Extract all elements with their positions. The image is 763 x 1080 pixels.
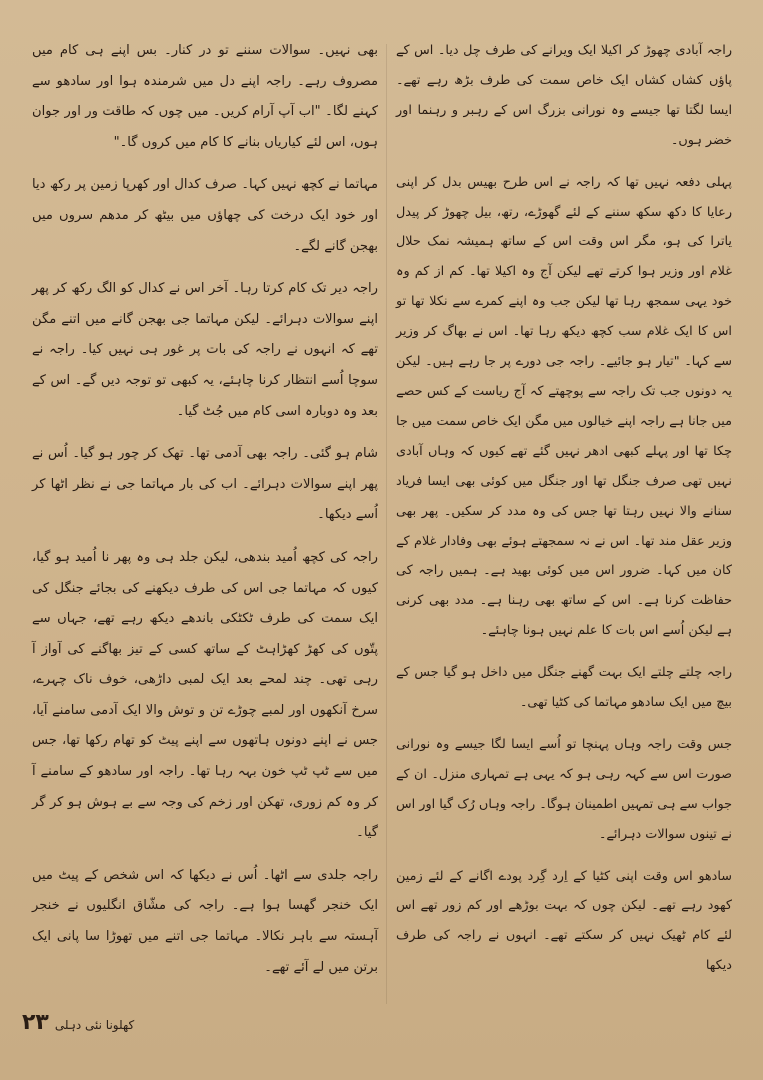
- paragraph: مہاتما نے کچھ نہیں کہا۔ صرف کدال اور کھرپا زمین پر رکھ دیا اور خود ایک درخت کی چھاؤں میں بیٹھ کر مدھم سروں میں بھجن گانے لگے۔: [32, 177, 378, 254]
- paragraph: بھی نہیں۔ سوالات سننے تو در کنار۔ بس اپنے ہی کام میں مصروف رہے۔ راجہ اپنے دل میں شرمندہ ہوا اور سادھو سے کہنے لگا۔ "اب آپ آرام کریں۔ میں چوں کہ طاقت ور اور جوان ہوں، اس لئے کیاریاں بنانے کا کام میں کروں گا۔": [32, 43, 378, 150]
- page-number: ۲۳: [22, 1010, 49, 1035]
- paragraph: راجہ دیر تک کام کرتا رہا۔ آخر اس نے کدال کو الگ رکھ کر پھر اپنے سوالات دہرائے۔ لیکن مہاتما جی بھجن گانے میں اتنے مگن تھے کہ انہوں نے راجہ کی بات پر غور ہی نہیں کیا۔ راجہ نے سوچا اُسے انتظار کرنا چاہئے، یہ کبھی تو توجہ دیں گے۔ اس کے بعد وہ دوبارہ اسی کام میں جُٹ گیا۔: [32, 281, 378, 419]
- paragraph: راجہ جلدی سے اٹھا۔ اُس نے دیکھا کہ اس شخص کے پیٹ میں ایک خنجر گھسا ہوا ہے۔ راجہ کی مشّاق انگلیوں نے خنجر آہستہ سے باہر نکالا۔ مہاتما جی اتنے میں تھوڑا سا پانی ایک برتن میں لے آئے تھے۔: [32, 867, 378, 975]
- magazine-name: کھلونا نئی دہلی: [54, 1018, 135, 1032]
- paragraph: پہلی دفعہ نہیں تھا کہ راجہ نے اس طرح بھیس بدل کر اپنی رعایا کا دکھ سکھ سننے کے لئے گھوڑے، رتھ، بیل چھوڑ کر پیدل یاترا کی ہو، مگر اس وقت اس کے ساتھ ہمیشہ نمک حلال غلام اور وزیر ہوا کرتے تھے لیکن آج وہ اکیلا تھا۔ کم از کم وہ خود یہی سمجھ رہا تھا لیکن جب وہ اپنے کمرے سے نکلا تھا تو اس کا ایک غلام سب کچھ دیکھ رہا تھا۔ اس نے بھاگ کر وزیر سے کہا۔ "تیار ہو جائیے۔ راجہ جی دورے پر جا رہے ہیں۔ لیکن یہ دونوں جب تک راجہ سے پوچھتے کہ آج ریاست کے کس حصے میں جانا ہے راجہ اپنے خیالوں میں مگن ایک خاص سمت میں جا چکا تھا اور پہلے کبھی ادھر نہیں گئے تھے کیوں کہ وہاں آبادی نہیں تھی صرف جنگل تھا اور جنگل میں کوئی بھی ایسا فریاد سنانے والا نہیں رہتا تھا جس کی وہ مدد کر سکیں۔ پھر بھی وزیر عقل مند تھا۔ اس نے نہ سمجھتے ہوئے بھی وفادار غلام کے کان میں کہا۔ ضرور اس میں کوئی بھید ہے۔ ہمیں راجہ کی حفاظت کرنا ہے۔ اس کے ساتھ بھی رہنا ہے۔ مدد بھی کرنی ہے لیکن اُسے اس بات کا علم نہیں ہونا چاہئے۔: [396, 174, 732, 639]
- left-column: [32, 36, 378, 983]
- column-divider: [386, 44, 387, 1004]
- right-column: [396, 36, 732, 981]
- paragraph: شام ہو گئی۔ راجہ بھی آدمی تھا۔ تھک کر چور ہو گیا۔ اُس نے پھر اپنے سوالات دہرائے۔ اب کی بار مہاتما جی نے نظر اٹھا کر اُسے دیکھا۔: [32, 446, 378, 523]
- paragraph: راجہ چلتے چلتے ایک بہت گھنے جنگل میں داخل ہو گیا جس کے بیچ میں ایک سادھو مہاتما کی کٹیا تھی۔: [396, 665, 732, 711]
- paragraph: جس وقت راجہ وہاں پہنچا تو اُسے ایسا لگا جیسے وہ نورانی صورت اس سے کہہ رہی ہو کہ یہی ہے تمہاری منزل۔ ان کے جواب سے ہی تمہیں اطمینان ہوگا۔ راجہ وہاں رُک گیا اور اس نے تینوں سوالات دہرائے۔: [396, 736, 732, 842]
- paragraph: سادھو اس وقت اپنی کٹیا کے اِرد گِرد پودے اگانے کے لئے زمین کھود رہے تھے۔ لیکن چوں کہ بہت بوڑھے اور کم زور تھے اس لئے کام ٹھیک نہیں کر سکتے تھے۔ انہوں نے راجہ کی طرف دیکھا: [396, 868, 732, 974]
- page-footer: [22, 1010, 134, 1035]
- paragraph: راجہ کی کچھ اُمید بندھی، لیکن جلد ہی وہ پھر نا اُمید ہو گیا، کیوں کہ مہاتما جی اس کی طرف دیکھنے کی بجائے جنگل کی ایک سمت کی طرف ٹکٹکی باندھے دیکھ رہے تھے، جہاں سے پتّوں کی کھڑ کھڑاہٹ کے ساتھ کسی کے تیز بھاگنے کی آواز آ رہی تھی۔ چند لمحے بعد ایک لمبی داڑھی، خوف ناک چہرے، سرخ آنکھوں اور لمبے چوڑے تن و توش والا ایک آدمی سامنے آیا، جس نے اپنے دونوں ہاتھوں سے اپنے پیٹ کو تھام رکھا تھا، جس میں سے ٹپ ٹپ خون بہہ رہا تھا۔ راجہ اور سادھو کے سامنے آ کر وہ کم زوری، تھکن اور زخم کی وجہ سے بے ہوش ہو کر گر گیا۔: [32, 549, 378, 841]
- paragraph: راجہ آبادی چھوڑ کر اکیلا ایک ویرانے کی طرف چل دیا۔ اس کے پاؤں کشاں کشاں ایک خاص سمت کی طرف بڑھ رہے تھے۔ ایسا لگتا تھا جیسے وہ نورانی بزرگ اس کے رہبر و رہنما اور خضر ہوں۔: [396, 43, 732, 148]
